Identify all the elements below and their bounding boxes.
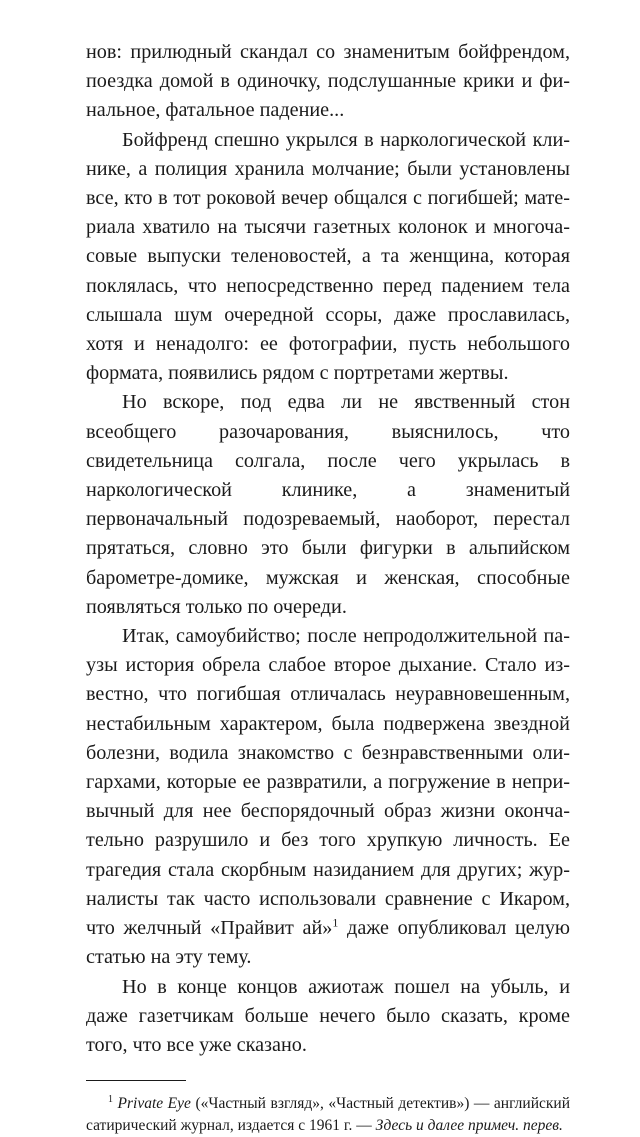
paragraph-5: Но в конце концов ажиотаж пошел на убыль, и даже газетчикам больше нечего было сказать, кроме того, что все уже сказано. (86, 975, 570, 1056)
footnote-title: Private Eye (117, 1095, 191, 1113)
footnote-reference: 1 (332, 915, 339, 930)
paragraph-3: Но вскоре, под едва ли не явственный стон всеобщего разочарования, выяснилось, что свидетельница солгала, после чего укрылась в наркологической клинике, а знаменитый первоначальный подозреваемый, наоборот, перестал прятаться, словно это были фигурки в альпийском барометре-домике, мужская и женская, способные появляться только по очереди. (86, 391, 570, 618)
footnote-divider (86, 1080, 186, 1081)
paragraph-4 (86, 622, 570, 972)
footnote-mark: 1 (108, 1093, 113, 1105)
footnote (86, 1093, 570, 1137)
paragraph-2: Бойфренд спешно укрылся в наркологической клинике, а полиция хранила молчание; были установлены все, кто в тот роковой вечер общался с погибшей; материала хватило на тысячи газетных колонок и многочасовые выпуски теленовостей, а та женщина, которая поклялась, что непосредственно перед падением тела слышала шум очередной ссоры, даже прославилась, хотя и ненадолго: ее фотографии, пусть небольшого формата, появились рядом с портретами жертвы. (86, 128, 570, 385)
footnote-editor-note: Здесь и далее примеч. перев. (375, 1117, 563, 1135)
paragraph-4-text: Итак, самоубийство; после непродолжительной паузы история обрела слабое второе дыхание. Стало известно, что погибшая отличалась неуравновешенным, нестабильным характером, была подвержена звездной болезни, водила знакомство с безнравственными олигархами, которые ее развратили, а погружение в непривычный для нее беспорядочный образ жизни окончательно разрушило и без того хрупкую личность. Ее трагедия стала скорбным назиданием для других; журналисты так часто использовали сравнение с Икаром, что желчный «Прайвит ай» (86, 625, 570, 940)
paragraph-1: нов: прилюдный скандал со знаменитым бойфрендом, поездка домой в одиночку, подслушанные крики и финальное, фатальное падение... (86, 41, 570, 122)
paragraph-4-tail: даже опубликовал целую статью на эту тему. (86, 917, 570, 969)
footnote-text: («Частный взгляд», «Частный детектив») — английский сатирический журнал, издается с 1961 г. — (86, 1095, 570, 1135)
